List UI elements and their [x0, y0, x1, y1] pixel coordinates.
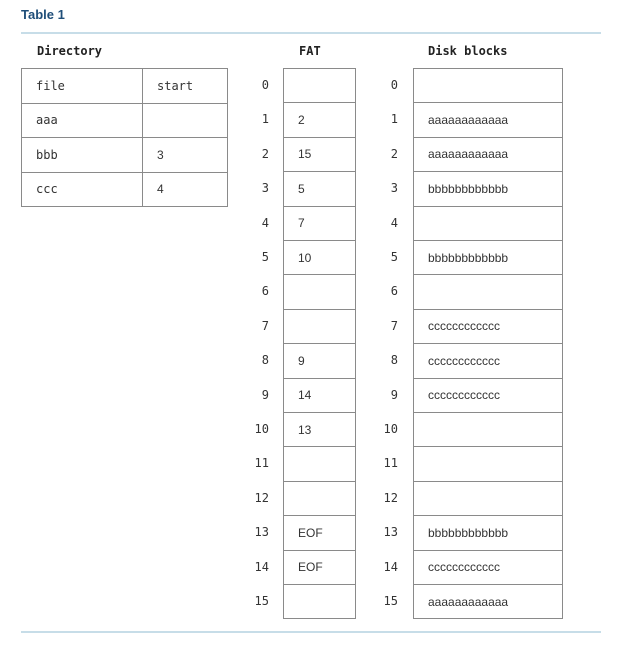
fat-index: 0: [261, 78, 269, 92]
disk-index: 7: [390, 318, 398, 333]
bottom-rule: [21, 631, 601, 633]
fat-entry: 7: [283, 206, 356, 241]
fat-index: 11: [254, 456, 269, 471]
disk-index: 14: [383, 559, 398, 574]
directory-cell-file: ccc: [21, 172, 143, 208]
directory-cell-file: aaa: [21, 103, 143, 139]
fat-index: 7: [261, 318, 269, 333]
disk-block: [413, 412, 563, 447]
fat-index: 14: [254, 559, 269, 574]
fat-entry: 10: [283, 240, 356, 275]
fat-index: 3: [261, 181, 269, 196]
disk-block: bbbbbbbbbbbb: [413, 240, 563, 275]
disk-index: 5: [390, 250, 398, 264]
disk-blocks-heading: Disk blocks: [428, 44, 508, 58]
disk-block: cccccccccccc: [413, 378, 563, 413]
disk-index: 15: [383, 594, 398, 608]
fat-index: 8: [261, 353, 269, 368]
fat-entry: [283, 68, 356, 103]
fat-index: 1: [261, 112, 269, 127]
directory-header-file: file: [21, 68, 143, 104]
disk-block: [413, 206, 563, 241]
table-caption: Table 1: [21, 7, 65, 22]
fat-index: 15: [254, 594, 269, 608]
directory-header-start: start: [142, 68, 228, 104]
disk-index: 4: [390, 215, 398, 230]
disk-index: 2: [390, 146, 398, 161]
disk-block: aaaaaaaaaaaa: [413, 137, 563, 172]
fat-entry: 14: [283, 378, 356, 413]
disk-index: 8: [390, 353, 398, 368]
fat-entry: [283, 481, 356, 516]
fat-index: 12: [254, 490, 269, 505]
fat-heading: FAT: [299, 44, 321, 58]
fat-entry: 2: [283, 102, 356, 137]
directory-cell-file: bbb: [21, 137, 143, 173]
top-rule: [21, 32, 601, 34]
disk-block: aaaaaaaaaaaa: [413, 102, 563, 137]
fat-entry: EOF: [283, 515, 356, 550]
disk-block: bbbbbbbbbbbb: [413, 171, 563, 206]
fat-entry: 15: [283, 137, 356, 172]
disk-block: cccccccccccc: [413, 343, 563, 378]
disk-block: [413, 274, 563, 309]
fat-index: 4: [261, 215, 269, 230]
disk-index: 11: [383, 456, 398, 471]
fat-index: 9: [261, 387, 269, 402]
disk-index: 6: [390, 284, 398, 299]
directory-cell-start: [142, 103, 228, 139]
disk-block: bbbbbbbbbbbb: [413, 515, 563, 550]
fat-entry: [283, 309, 356, 344]
fat-entry: EOF: [283, 550, 356, 585]
directory-heading: Directory: [37, 44, 103, 58]
fat-entry: [283, 274, 356, 309]
disk-index: 13: [383, 525, 398, 540]
disk-block: [413, 446, 563, 481]
disk-index: 0: [390, 78, 398, 92]
fat-entry: 5: [283, 171, 356, 206]
directory-cell-start: 4: [142, 172, 228, 208]
fat-entry: 9: [283, 343, 356, 378]
fat-entry: [283, 446, 356, 481]
fat-index: 5: [261, 250, 269, 264]
disk-block: [413, 68, 563, 103]
directory-cell-start: 3: [142, 137, 228, 173]
fat-index: 2: [261, 146, 269, 161]
disk-index: 1: [390, 112, 398, 127]
disk-index: 9: [390, 387, 398, 402]
fat-entry: 13: [283, 412, 356, 447]
disk-index: 12: [383, 490, 398, 505]
fat-index: 10: [254, 422, 269, 436]
fat-entry: [283, 584, 356, 619]
disk-block: [413, 481, 563, 516]
disk-index: 3: [390, 181, 398, 196]
disk-block: cccccccccccc: [413, 550, 563, 585]
disk-block: cccccccccccc: [413, 309, 563, 344]
fat-index: 13: [254, 525, 269, 540]
fat-index: 6: [261, 284, 269, 299]
disk-block: aaaaaaaaaaaa: [413, 584, 563, 619]
disk-index: 10: [383, 422, 398, 436]
